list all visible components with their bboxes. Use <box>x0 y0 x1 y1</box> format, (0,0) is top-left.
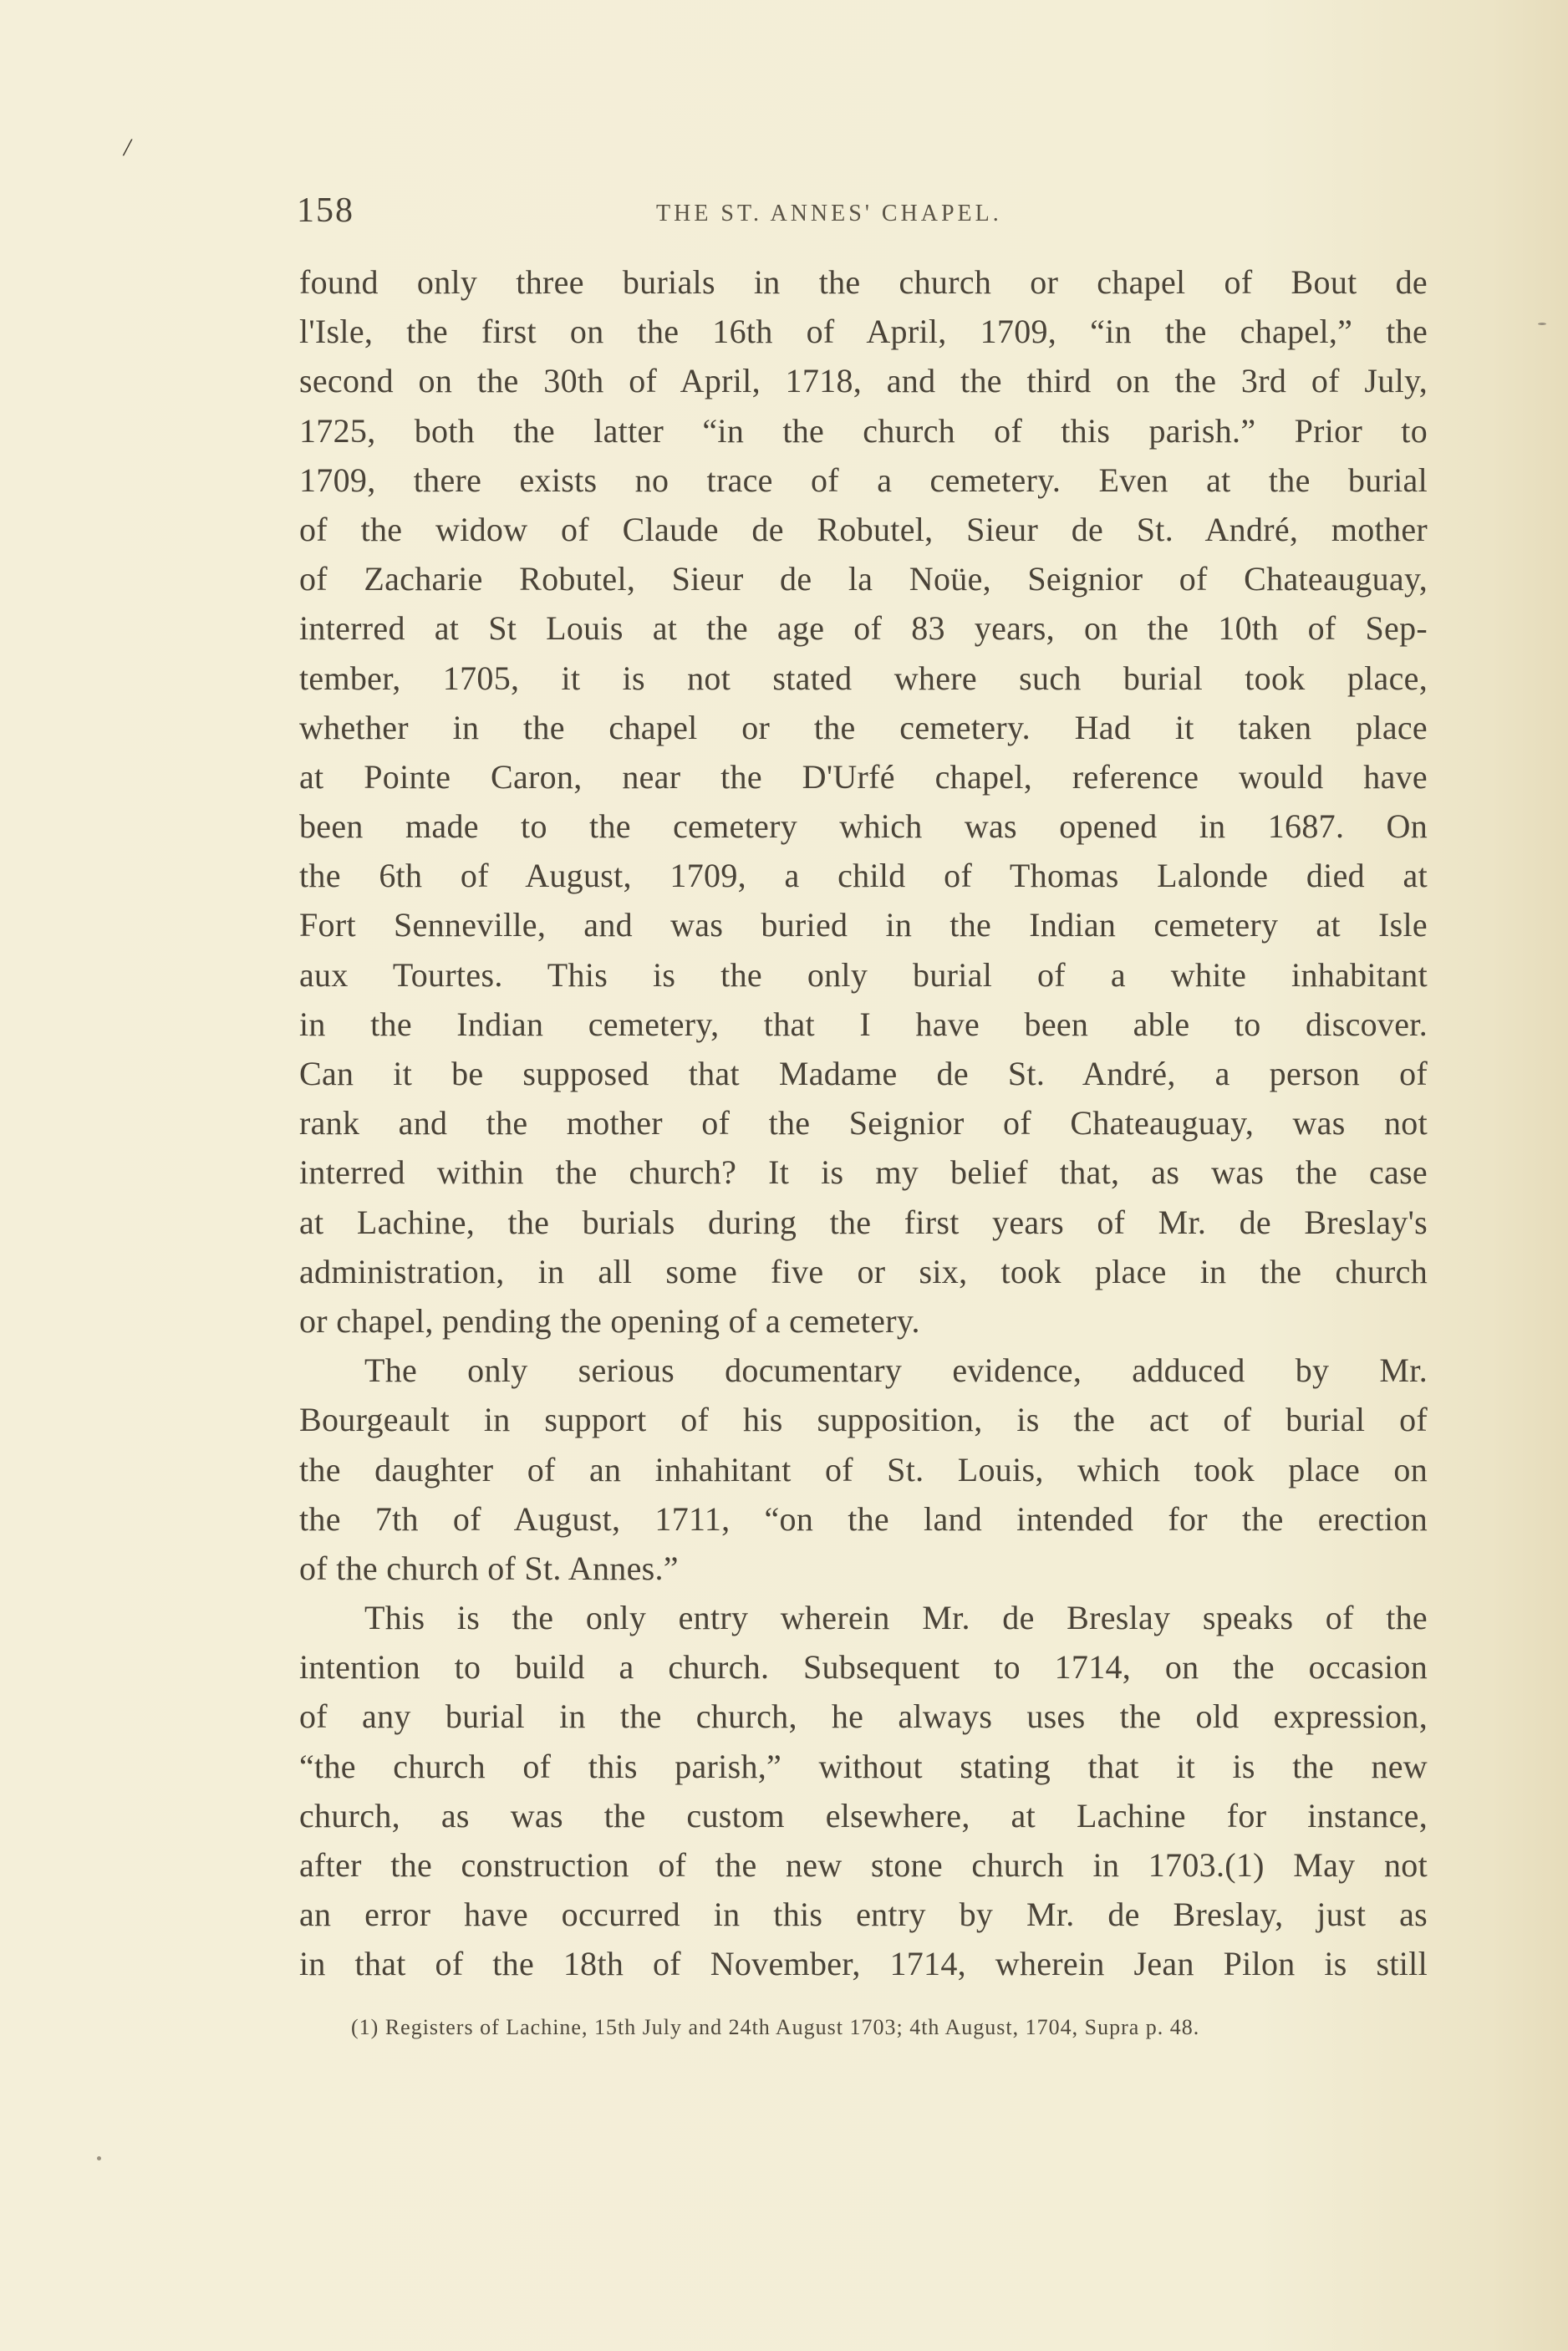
paper-speck <box>97 2156 101 2160</box>
body-text <box>299 257 1428 1989</box>
text-line: This is the only entry wherein Mr. de Breslay speaks of the <box>364 1599 1428 1637</box>
text-line: of any burial in the church, he always uses the old expression, <box>299 1697 1428 1736</box>
text-line: administration, in all some five or six, took place in the church <box>299 1252 1428 1290</box>
page-header <box>297 191 1408 241</box>
text-line: interred at St Louis at the age of 83 years, on the 10th of Sep- <box>299 609 1428 648</box>
text-line: 1725, both the latter “in the church of this parish.” Prior to <box>299 411 1428 450</box>
text-line: Fort Senneville, and was buried in the Indian cemetery at Isle <box>299 906 1428 944</box>
text-line: after the construction of the new stone church in 1703.(1) May not <box>299 1846 1428 1884</box>
footnote: (1) Registers of Lachine, 15th July and 24th August 1703; 4th August, 1704, Supra p. 48. <box>351 2015 1200 2039</box>
text-line: “the church of this parish,” without stating that it is the new <box>299 1747 1428 1785</box>
text-line: Can it be supposed that Madame de St. André, a person of <box>299 1055 1428 1092</box>
text-line: whether in the chapel or the cemetery. Had it taken place <box>299 708 1428 746</box>
margin-mark: / <box>124 134 131 161</box>
text-line: aux Tourtes. This is the only burial of a white inhabitant <box>299 955 1428 994</box>
text-line: the 7th of August, 1711, “on the land intended for the erection <box>299 1499 1428 1538</box>
text-line: or chapel, pending the opening of a cemetery. <box>299 1301 920 1340</box>
text-line: at Pointe Caron, near the D'Urfé chapel, reference would have <box>299 757 1428 796</box>
text-line: in the Indian cemetery, that I have been able to discover. <box>299 1005 1428 1043</box>
text-line: Bourgeault in support of his supposition, is the act of burial of <box>299 1401 1428 1439</box>
text-line: intention to build a church. Subsequent to 1714, on the occasion <box>299 1648 1428 1687</box>
text-line: interred within the church? It is my belief that, as was the case <box>299 1153 1428 1192</box>
text-line: at Lachine, the burials during the first years of Mr. de Breslay's <box>299 1203 1428 1241</box>
text-line: of the church of St. Annes.” <box>299 1549 679 1587</box>
text-line: church, as was the custom elsewhere, at Lachine for instance, <box>299 1796 1428 1834</box>
running-title: THE ST. ANNES' CHAPEL. <box>656 201 1002 226</box>
page-number: 158 <box>297 191 354 230</box>
text-line: l'Isle, the first on the 16th of April, 1709, “in the chapel,” the <box>299 313 1428 351</box>
text-line: found only three burials in the church or chapel of Bout de <box>299 263 1428 301</box>
paper-speck <box>1538 323 1546 325</box>
text-line: the 6th of August, 1709, a child of Thomas Lalonde died at <box>299 857 1428 895</box>
text-line: second on the 30th of April, 1718, and the third on the 3rd of July, <box>299 362 1428 400</box>
text-line: The only serious documentary evidence, adduced by Mr. <box>364 1351 1428 1390</box>
text-line: 1709, there exists no trace of a cemetery. Even at the burial <box>299 461 1428 499</box>
text-line: the daughter of an inhahitant of St. Louis, which took place on <box>299 1450 1428 1488</box>
text-line: tember, 1705, it is not stated where such burial took place, <box>299 659 1428 697</box>
text-line: an error have occurred in this entry by Mr. de Breslay, just as <box>299 1896 1428 1934</box>
text-line: of the widow of Claude de Robutel, Sieur de St. André, mother <box>299 510 1428 548</box>
text-line: rank and the mother of the Seignior of Chateauguay, was not <box>299 1104 1428 1142</box>
text-line: in that of the 18th of November, 1714, wherein Jean Pilon is still <box>299 1945 1428 1983</box>
text-line: of Zacharie Robutel, Sieur de la Noüe, Seignior of Chateauguay, <box>299 560 1428 598</box>
text-line: been made to the cemetery which was opened in 1687. On <box>299 807 1428 846</box>
